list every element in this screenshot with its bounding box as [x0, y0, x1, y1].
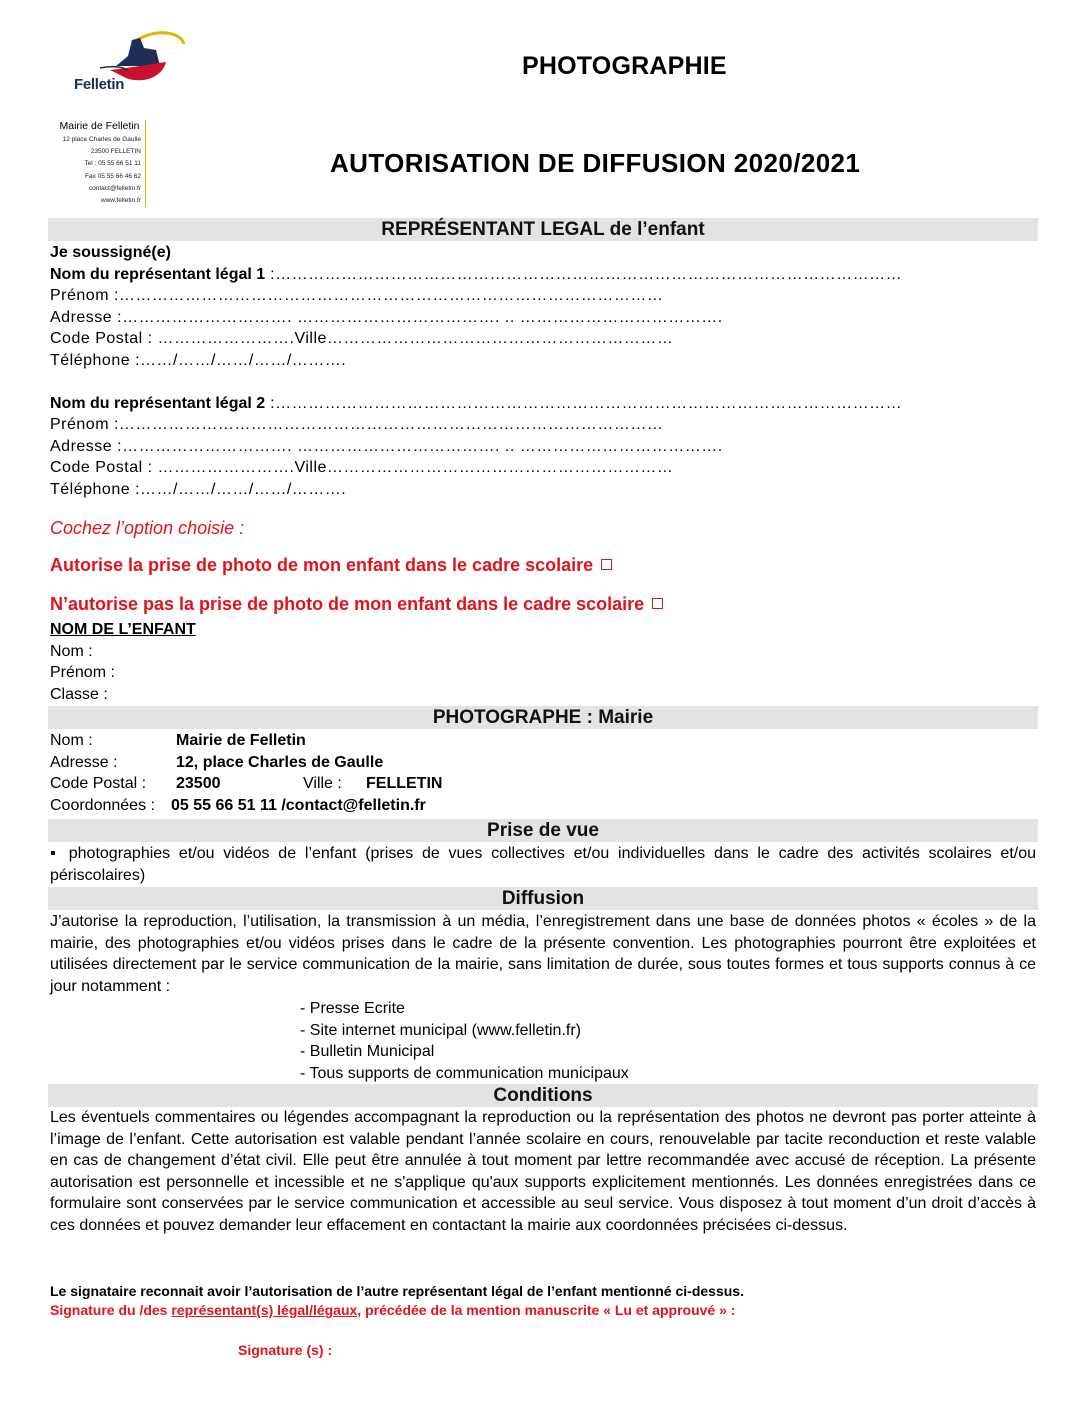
photographe-coord-label: Coordonnées : — [50, 796, 155, 814]
option-autorise-label: Autorise la prise de photo de mon enfant dans le cadre scolaire — [50, 555, 594, 575]
diffusion-item: - Site internet municipal (www.felletin.fr) — [300, 1021, 581, 1039]
page-title: PHOTOGRAPHIE — [522, 52, 727, 80]
photographe-coord-value: 05 55 66 51 11 /contact@felletin.fr — [171, 796, 426, 814]
mairie-name: Mairie de Felletin — [59, 120, 140, 132]
section-bar-diffusion: Diffusion — [48, 887, 1038, 910]
diffusion-item: - Presse Ecrite — [300, 1000, 405, 1017]
photographe-ville-label: Ville : — [303, 775, 342, 792]
rep2-dots: :…………………………………………………………………………………………………… — [265, 394, 903, 412]
conditions-text: Les éventuels commentaires ou légendes accompagnant la reproduction ou la représentation des photos ne devront pas porter atteinte à l’image de l’enfant. Cette autorisation est valable pendant l’année scolaire en cours, renouvelable par tacite reconduction et reste valable en cas de changement d’état civil. Elle peut être annulée à tout moment par lettre recommandée avec accusé de réception. La présente autorisation est personnelle et incessible et ne s'applique qu'aux supports explicitement mentionnés. Les données enregistrées dans ce formulaire sont conservées par le service communication et accessible au seul service. Vous disposez à tout moment d’un droit d’accès à ces données et pouvez demander leur effacement en contactant la mairie aux coordonnées précisées ci-dessus. — [50, 1109, 1036, 1234]
mairie-line: contact@felletin.fr — [88, 184, 141, 192]
signature-instruction — [50, 1300, 735, 1322]
cochez-instruction: Cochez l’option choisie : — [50, 518, 245, 538]
diffusion-text: J’autorise la reproduction, l’utilisation, la transmission à un média, l’enregistrement dans une base de données photos « écoles » de la mairie, des photographies et/ou vidéos prises dans le cadre de la présente convention. Les photographies pourront être exploitées et utilisées directement par le service communication de la mairie, sans limitation de durée, sous toutes formes et tous supports connus à ce jour notamment : — [50, 913, 1036, 995]
rep2-telephone-field[interactable]: Téléphone :……/……/……/……/………. — [50, 480, 347, 498]
section-bar-representant: REPRÉSENTANT LEGAL de l’enfant — [48, 218, 1038, 241]
mairie-line: Fax 05 55 66 46 62 — [84, 172, 141, 180]
mairie-line: 12 place Charles de Gaulle — [62, 136, 141, 143]
option-nautorise-label: N’autorise pas la prise de photo de mon enfant dans le cadre scolaire — [50, 594, 645, 614]
photographe-adresse-value: 12, place Charles de Gaulle — [176, 753, 384, 771]
rep2-code-postal-field[interactable]: Code Postal : …………………….Ville……………………………………………………… — [50, 459, 674, 476]
photographe-cp-value: 23500 — [176, 775, 221, 792]
checkbox-nautorise[interactable] — [652, 598, 663, 609]
rep1-prenom-field[interactable]: Prénom :……………………………………………………………………………………… — [50, 287, 664, 304]
enfant-classe-field[interactable]: Classe : — [50, 685, 108, 703]
photographe-adresse-label: Adresse : — [50, 753, 118, 771]
mairie-line: www.felletin.fr — [100, 197, 141, 205]
option-nautorise[interactable] — [50, 594, 663, 615]
signature-underlined: représentant(s) légal/légaux, — [171, 1302, 362, 1318]
checkbox-autorise[interactable] — [601, 559, 612, 570]
diffusion-item: - Tous supports de communication municipaux — [300, 1064, 629, 1082]
diffusion-item: - Bulletin Municipal — [300, 1043, 435, 1060]
rep2-adresse-field[interactable]: Adresse :…………………………. ………………………………. .. ………………………………. — [50, 437, 723, 455]
rep2-label: Nom du représentant légal 2 — [50, 394, 266, 412]
section-bar-conditions: Conditions — [48, 1084, 1038, 1107]
rep2-name-field[interactable] — [50, 393, 902, 415]
logo-text: Felletin — [74, 76, 125, 93]
mairie-line: Tel : 05 55 66 51 11 — [84, 160, 141, 168]
rep1-telephone-field[interactable]: Téléphone :……/……/……/……/………. — [50, 351, 347, 369]
enfant-nom-field[interactable]: Nom : — [50, 642, 93, 660]
signature-prefix: Signature du /des — [50, 1302, 172, 1318]
photographe-ville-value: FELLETIN — [366, 775, 443, 792]
signataire-statement: Le signataire reconnait avoir l’autorisation de l’autre représentant légal de l’enfant mentionné ci-dessus. — [50, 1283, 744, 1299]
signature-field[interactable]: Signature (s) : — [238, 1342, 333, 1358]
enfant-prenom-field[interactable]: Prénom : — [50, 664, 115, 681]
rep1-code-postal-field[interactable]: Code Postal : …………………….Ville……………………………………………………… — [50, 330, 674, 347]
photographe-nom-label: Nom : — [50, 732, 93, 749]
enfant-heading: NOM DE L’ENFANT — [50, 621, 196, 638]
rep2-prenom-field[interactable]: Prénom :……………………………………………………………………………………… — [50, 416, 664, 433]
rep1-adresse-field[interactable]: Adresse :…………………………. ………………………………. .. ………………………………. — [50, 308, 723, 326]
page-subtitle: AUTORISATION DE DIFFUSION 2020/2021 — [330, 148, 861, 178]
rep1-name-field[interactable] — [50, 264, 902, 286]
mairie-address-block — [50, 120, 146, 207]
je-soussigne-label: Je soussigné(e) — [50, 244, 171, 261]
rep1-dots: :…………………………………………………………………………………………………… — [265, 265, 903, 283]
section-bar-prise-de-vue: Prise de vue — [48, 819, 1038, 842]
photographe-nom-value: Mairie de Felletin — [176, 732, 306, 749]
rep1-label: Nom du représentant légal 1 — [50, 265, 266, 283]
prise-de-vue-text: ▪ photographies et/ou vidéos de l’enfant (prises de vues collectives et/ou individuelles dans le cadre des activités scolaires et/ou périscolaires) — [50, 845, 1036, 884]
option-autorise[interactable] — [50, 555, 612, 576]
photographe-cp-label: Code Postal : — [50, 775, 147, 792]
mairie-line: 23500 FELLETIN — [90, 148, 141, 156]
signature-suffix: précédée de la mention manuscrite « Lu et approuvé » : — [361, 1302, 736, 1318]
section-bar-photographe: PHOTOGRAPHE : Mairie — [48, 706, 1038, 729]
